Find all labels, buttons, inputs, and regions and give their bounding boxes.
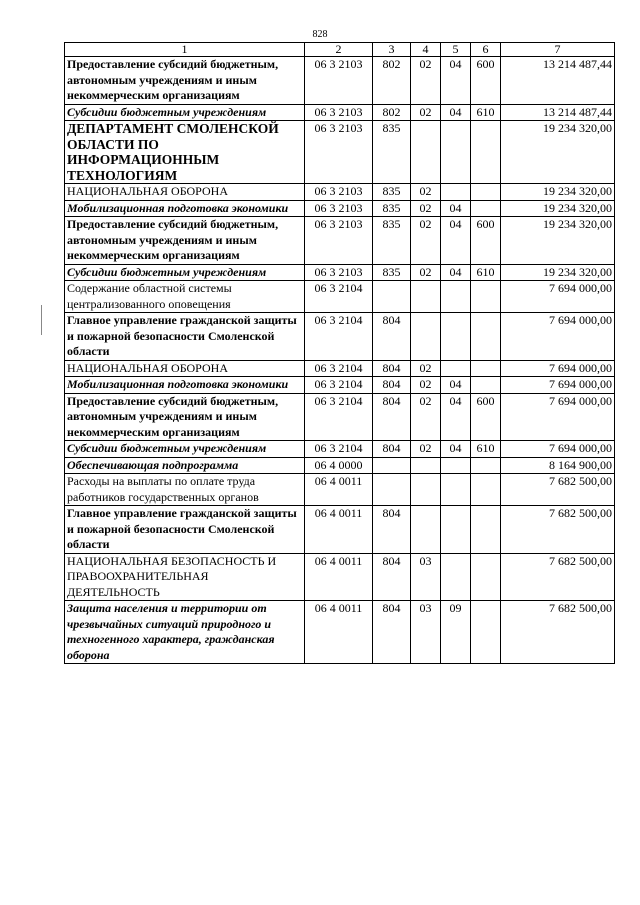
- row-name: Защита населения и территории от чрезвычайных ситуаций природного и техногенного характера, гражданская оборона: [65, 601, 305, 664]
- row-name: Мобилизационная подготовка экономики: [65, 200, 305, 217]
- column-header-5: 5: [441, 43, 471, 57]
- row-amount: 19 234 320,00: [501, 217, 615, 265]
- row-subsection: [441, 457, 471, 474]
- row-target-code: 06 3 2103: [305, 217, 373, 265]
- row-name: НАЦИОНАЛЬНАЯ ОБОРОНА: [65, 184, 305, 201]
- row-section: [411, 457, 441, 474]
- row-expense-type: [471, 121, 501, 184]
- row-amount: 13 214 487,44: [501, 57, 615, 105]
- row-target-code: 06 4 0011: [305, 474, 373, 506]
- row-subsection: 04: [441, 441, 471, 458]
- row-name: Главное управление гражданской защиты и пожарной безопасности Смоленской области: [65, 313, 305, 361]
- row-expense-type: 610: [471, 104, 501, 121]
- row-name: Субсидии бюджетным учреждениям: [65, 264, 305, 281]
- row-target-code: 06 3 2103: [305, 200, 373, 217]
- row-target-code: 06 3 2104: [305, 360, 373, 377]
- row-expense-type: [471, 281, 501, 313]
- table-row: [65, 184, 615, 201]
- row-subsection: [441, 474, 471, 506]
- row-agency-code: [373, 474, 411, 506]
- column-header-7: 7: [501, 43, 615, 57]
- table-row: [65, 457, 615, 474]
- row-name: НАЦИОНАЛЬНАЯ ОБОРОНА: [65, 360, 305, 377]
- row-amount: 7 682 500,00: [501, 601, 615, 664]
- row-agency-code: 835: [373, 184, 411, 201]
- row-section: [411, 281, 441, 313]
- row-expense-type: 600: [471, 57, 501, 105]
- margin-mark: [41, 305, 42, 335]
- table-row: [65, 217, 615, 265]
- table-row: [65, 200, 615, 217]
- row-section: 02: [411, 184, 441, 201]
- row-name: Главное управление гражданской защиты и пожарной безопасности Смоленской области: [65, 506, 305, 554]
- row-expense-type: [471, 506, 501, 554]
- row-subsection: [441, 281, 471, 313]
- row-expense-type: [471, 184, 501, 201]
- row-name: Субсидии бюджетным учреждениям: [65, 441, 305, 458]
- row-section: 02: [411, 264, 441, 281]
- row-name: Содержание областной системы централизованного оповещения: [65, 281, 305, 313]
- column-header-6: 6: [471, 43, 501, 57]
- row-agency-code: 804: [373, 601, 411, 664]
- row-agency-code: 835: [373, 264, 411, 281]
- row-agency-code: 835: [373, 200, 411, 217]
- table-row: [65, 506, 615, 554]
- row-name: НАЦИОНАЛЬНАЯ БЕЗОПАСНОСТЬ И ПРАВООХРАНИТЕЛЬНАЯ ДЕЯТЕЛЬНОСТЬ: [65, 553, 305, 601]
- table-row: [65, 104, 615, 121]
- row-amount: 8 164 900,00: [501, 457, 615, 474]
- row-amount: 13 214 487,44: [501, 104, 615, 121]
- row-target-code: 06 3 2103: [305, 121, 373, 184]
- row-target-code: 06 3 2103: [305, 264, 373, 281]
- column-header-1: 1: [65, 43, 305, 57]
- row-agency-code: 802: [373, 57, 411, 105]
- row-section: 02: [411, 217, 441, 265]
- row-subsection: 04: [441, 377, 471, 394]
- row-expense-type: 600: [471, 393, 501, 441]
- row-subsection: [441, 553, 471, 601]
- row-target-code: 06 3 2103: [305, 104, 373, 121]
- row-expense-type: 600: [471, 217, 501, 265]
- row-subsection: 04: [441, 393, 471, 441]
- row-agency-code: 804: [373, 506, 411, 554]
- row-target-code: 06 4 0011: [305, 553, 373, 601]
- row-name: Предоставление субсидий бюджетным, автономным учреждениям и иным некоммерческим организациям: [65, 57, 305, 105]
- table-row: [65, 553, 615, 601]
- column-header-4: 4: [411, 43, 441, 57]
- row-section: 03: [411, 601, 441, 664]
- row-amount: 7 682 500,00: [501, 506, 615, 554]
- row-target-code: 06 4 0011: [305, 601, 373, 664]
- table-row: [65, 264, 615, 281]
- row-section: [411, 313, 441, 361]
- row-name: ДЕПАРТАМЕНТ СМОЛЕНСКОЙ ОБЛАСТИ ПО ИНФОРМАЦИОННЫМ ТЕХНОЛОГИЯМ: [65, 121, 305, 184]
- table-row: [65, 121, 615, 184]
- row-amount: 7 694 000,00: [501, 360, 615, 377]
- row-subsection: 09: [441, 601, 471, 664]
- table-row: [65, 441, 615, 458]
- row-section: [411, 506, 441, 554]
- table-row: [65, 393, 615, 441]
- row-expense-type: [471, 200, 501, 217]
- row-section: 02: [411, 104, 441, 121]
- row-expense-type: [471, 474, 501, 506]
- row-name: Мобилизационная подготовка экономики: [65, 377, 305, 394]
- row-subsection: 04: [441, 57, 471, 105]
- row-expense-type: [471, 313, 501, 361]
- row-agency-code: 804: [373, 441, 411, 458]
- row-agency-code: 835: [373, 217, 411, 265]
- row-subsection: [441, 184, 471, 201]
- row-subsection: 04: [441, 200, 471, 217]
- row-amount: 7 694 000,00: [501, 441, 615, 458]
- row-section: 02: [411, 360, 441, 377]
- row-amount: 7 694 000,00: [501, 281, 615, 313]
- row-section: [411, 474, 441, 506]
- row-subsection: 04: [441, 217, 471, 265]
- budget-table: [64, 42, 615, 664]
- table-row: [65, 57, 615, 105]
- table-row: [65, 377, 615, 394]
- table-row: [65, 281, 615, 313]
- row-section: 03: [411, 553, 441, 601]
- row-expense-type: [471, 601, 501, 664]
- row-section: [411, 121, 441, 184]
- row-name: Обеспечивающая подпрограмма: [65, 457, 305, 474]
- row-subsection: [441, 313, 471, 361]
- row-agency-code: 804: [373, 553, 411, 601]
- row-expense-type: 610: [471, 441, 501, 458]
- row-expense-type: 610: [471, 264, 501, 281]
- row-expense-type: [471, 457, 501, 474]
- row-name: Предоставление субсидий бюджетным, автономным учреждениям и иным некоммерческим организациям: [65, 393, 305, 441]
- row-amount: 19 234 320,00: [501, 264, 615, 281]
- row-agency-code: 835: [373, 121, 411, 184]
- row-amount: 7 694 000,00: [501, 393, 615, 441]
- row-agency-code: 804: [373, 360, 411, 377]
- row-amount: 7 682 500,00: [501, 474, 615, 506]
- table-row: [65, 601, 615, 664]
- row-target-code: 06 3 2104: [305, 313, 373, 361]
- row-amount: 7 694 000,00: [501, 313, 615, 361]
- column-header-3: 3: [373, 43, 411, 57]
- row-expense-type: [471, 377, 501, 394]
- column-header-2: 2: [305, 43, 373, 57]
- row-section: 02: [411, 377, 441, 394]
- row-target-code: 06 3 2104: [305, 377, 373, 394]
- row-section: 02: [411, 393, 441, 441]
- row-target-code: 06 3 2103: [305, 184, 373, 201]
- row-amount: 19 234 320,00: [501, 184, 615, 201]
- row-name: Расходы на выплаты по оплате труда работников государственных органов: [65, 474, 305, 506]
- table-row: [65, 474, 615, 506]
- row-subsection: 04: [441, 264, 471, 281]
- row-subsection: 04: [441, 104, 471, 121]
- row-agency-code: 804: [373, 393, 411, 441]
- table-row: [65, 313, 615, 361]
- row-amount: 7 682 500,00: [501, 553, 615, 601]
- row-section: 02: [411, 57, 441, 105]
- row-subsection: [441, 506, 471, 554]
- row-subsection: [441, 360, 471, 377]
- table-row: [65, 360, 615, 377]
- page-number: 828: [312, 29, 328, 40]
- row-name: Субсидии бюджетным учреждениям: [65, 104, 305, 121]
- row-target-code: 06 3 2104: [305, 393, 373, 441]
- row-section: 02: [411, 200, 441, 217]
- row-target-code: 06 3 2104: [305, 281, 373, 313]
- row-section: 02: [411, 441, 441, 458]
- header-row: [65, 43, 615, 57]
- row-agency-code: 804: [373, 377, 411, 394]
- row-target-code: 06 4 0000: [305, 457, 373, 474]
- row-agency-code: 804: [373, 313, 411, 361]
- row-target-code: 06 3 2103: [305, 57, 373, 105]
- row-agency-code: [373, 281, 411, 313]
- row-amount: 19 234 320,00: [501, 121, 615, 184]
- row-agency-code: [373, 457, 411, 474]
- row-agency-code: 802: [373, 104, 411, 121]
- row-target-code: 06 3 2104: [305, 441, 373, 458]
- row-expense-type: [471, 360, 501, 377]
- row-name: Предоставление субсидий бюджетным, автономным учреждениям и иным некоммерческим организациям: [65, 217, 305, 265]
- row-subsection: [441, 121, 471, 184]
- table-body: [65, 57, 615, 664]
- row-target-code: 06 4 0011: [305, 506, 373, 554]
- row-amount: 7 694 000,00: [501, 377, 615, 394]
- row-expense-type: [471, 553, 501, 601]
- row-amount: 19 234 320,00: [501, 200, 615, 217]
